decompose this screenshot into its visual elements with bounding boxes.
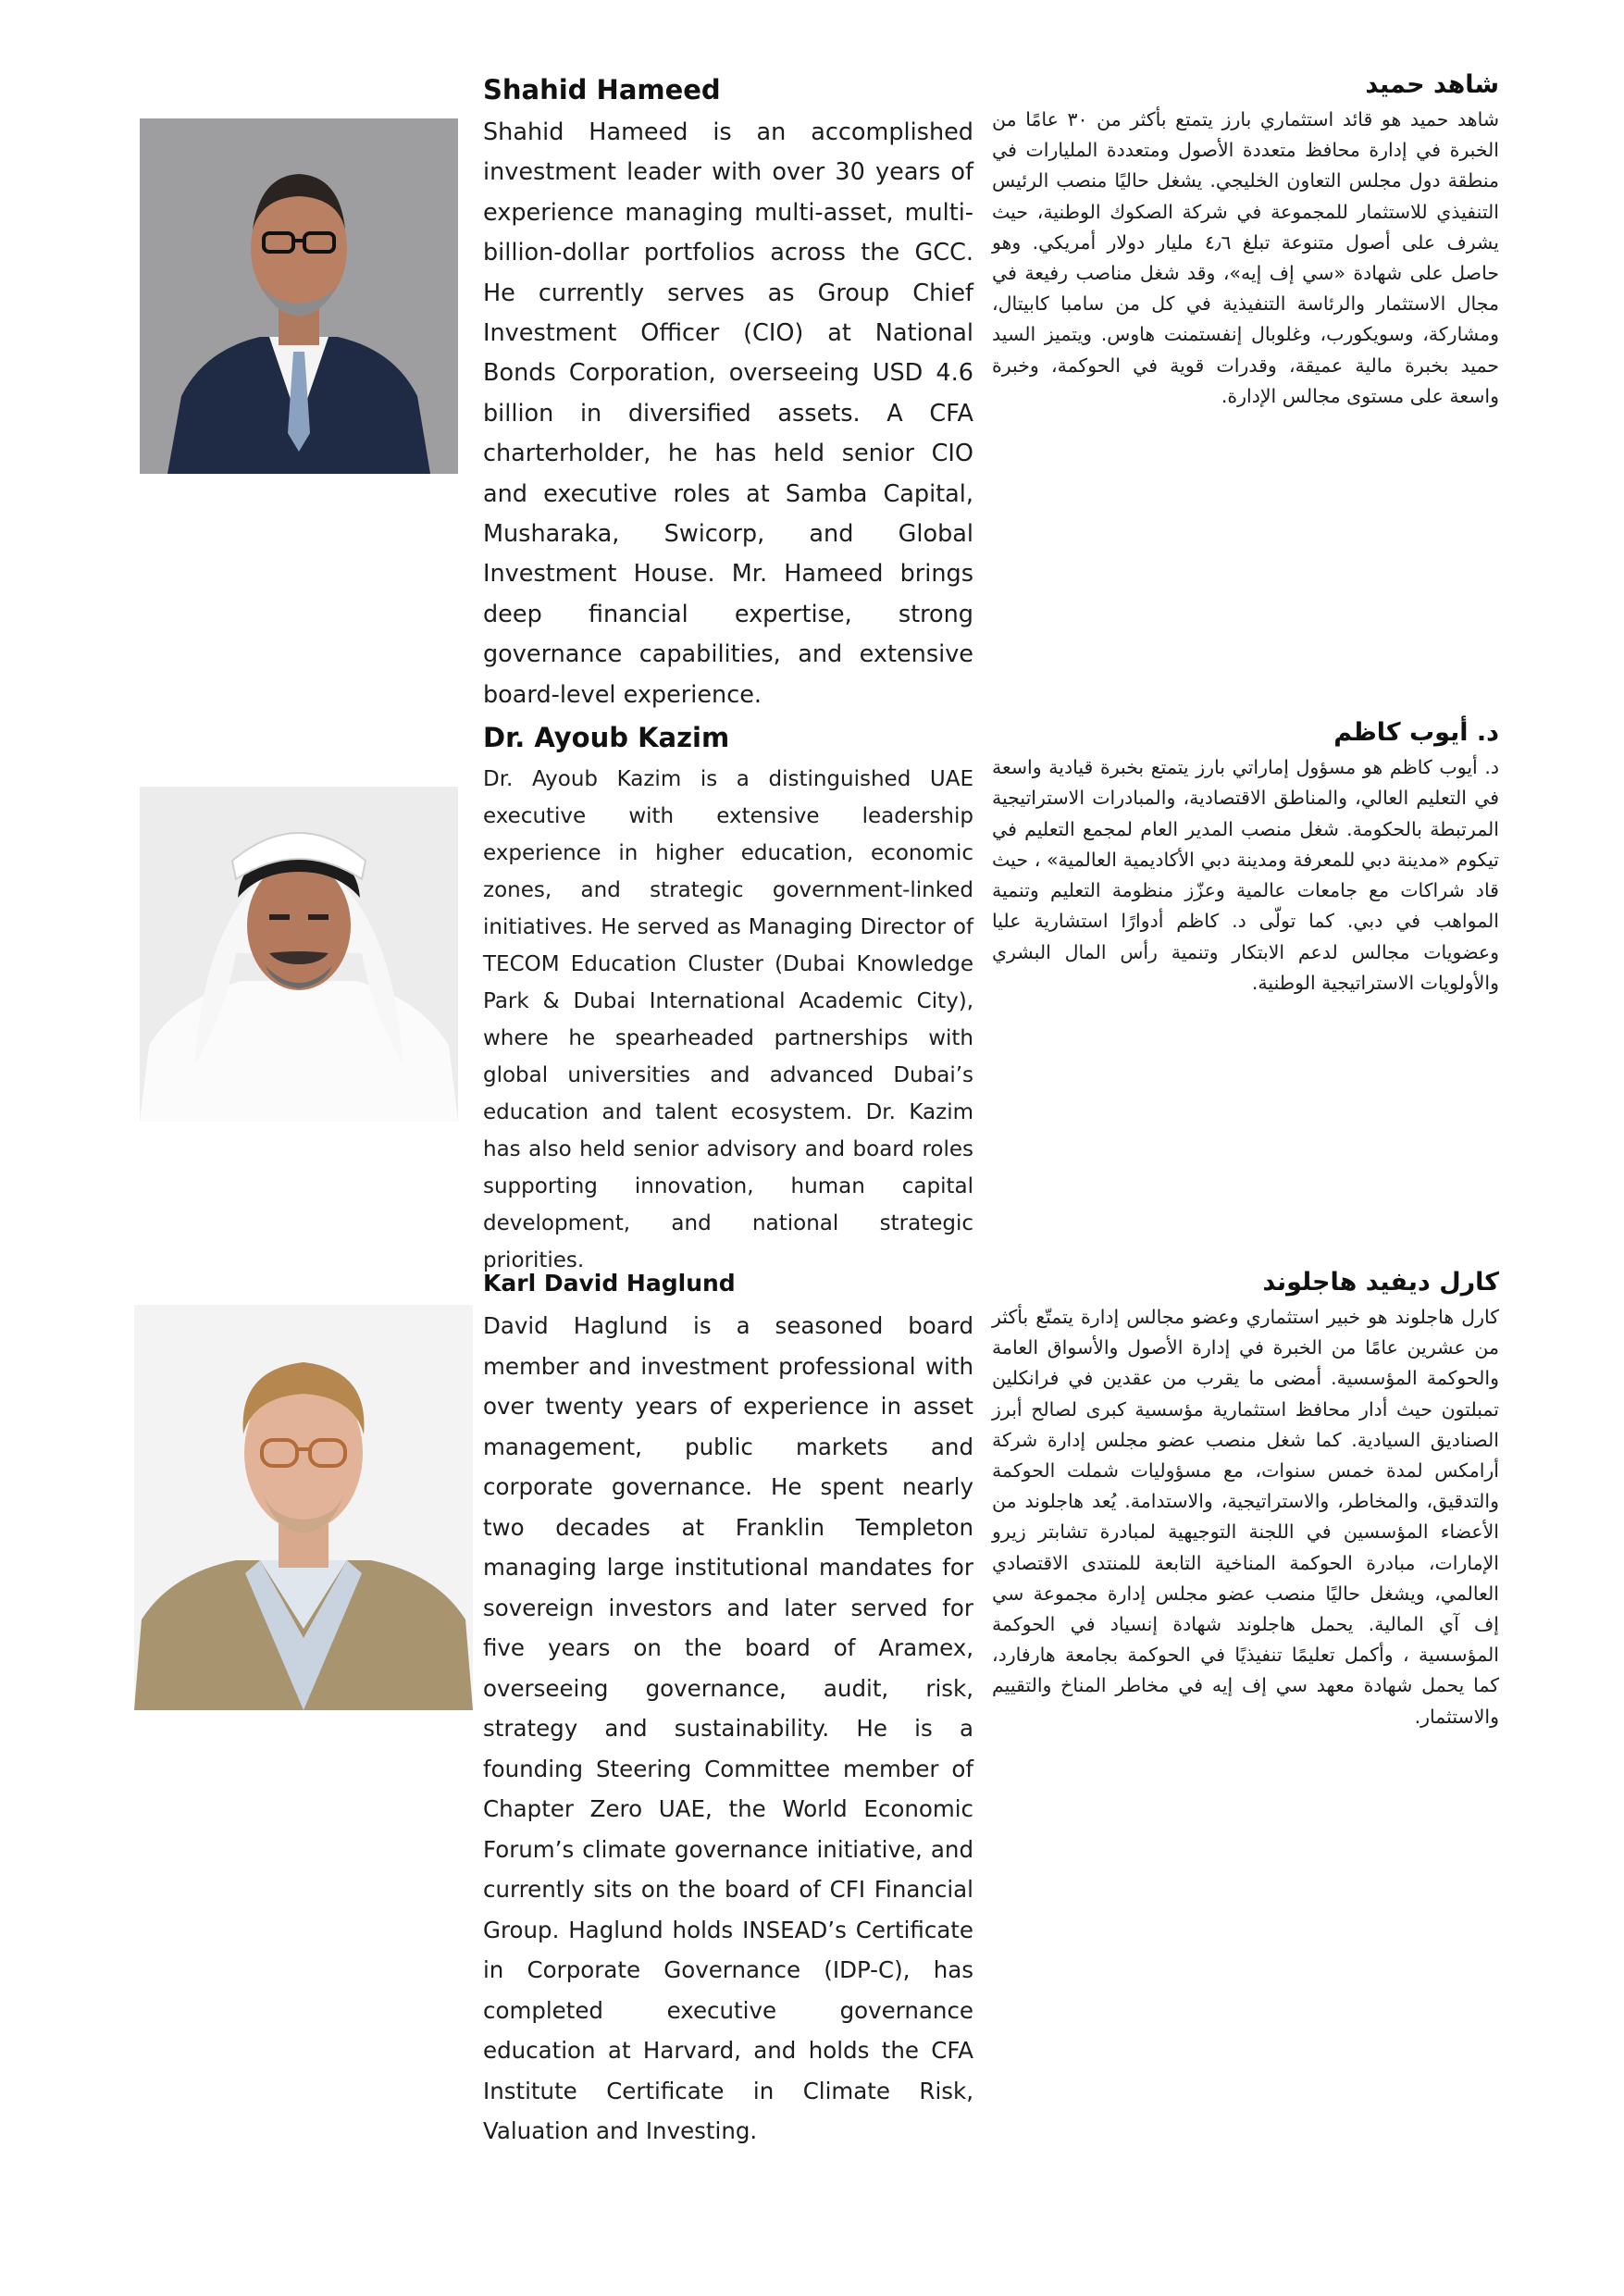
bio-arabic-text: د. أيوب كاظم هو مسؤول إماراتي بارز يتمتع بخبرة قيادية واسعة في التعليم العالي، والمناطق الاقتصادية، والمبادرات الاستراتيجية المرتبطة بالحكومة. شغل منصب المدير العام لمجمع التعليم في تيكوم «مدينة دبي للمعرفة ومدينة دبي الأكاديمية العالمية» ، حيث قاد شراكات مع جامعات عالمية وعزّز منظومة التعليم وتنمية المواهب في دبي. كما تولّى د. كاظم أدوارًا استشارية عليا وعضويات مجالس لدعم الابتكار وتنمية رأس المال البشري والأولويات الاستراتيجية الوطنية. xyxy=(992,756,1499,995)
bio-arabic xyxy=(992,1268,1499,1732)
name-english: Shahid Hameed xyxy=(483,74,721,105)
name-arabic: شاهد حميد xyxy=(1365,70,1499,99)
name-english: Karl David Haglund xyxy=(483,1270,736,1297)
name-english: Dr. Ayoub Kazim xyxy=(483,722,730,753)
bio-english xyxy=(483,74,973,715)
portrait-photo-ayoub-kazim xyxy=(140,787,458,1122)
bio-english xyxy=(483,1270,973,2152)
bio-english-text: Shahid Hameed is an accomplished investment leader with over 30 years of experience managing multi-asset, multi-billion-dollar portfolios across the GCC. He currently serves as Group Chief Investment Officer (CIO) at National Bonds Corporation, overseeing USD 4.6 billion in diversified assets. A CFA charterholder, he has held senior CIO and executive roles at Samba Capital, Musharaka, Swicorp, and Global Investment House. Mr. Hameed brings deep financial expertise, strong governance capabilities, and extensive board-level experience. xyxy=(483,118,973,709)
name-arabic: كارل ديفيد هاجلوند xyxy=(1262,1268,1499,1297)
bio-english-text: Dr. Ayoub Kazim is a distinguished UAE executive with extensive leadership experience in higher education, economic zones, and strategic government-linked initiatives. He served as Managing Director of TECOM Education Cluster (Dubai Knowledge Park & Dubai International Academic City), where he spearheaded partnerships with global universities and advanced Dubai’s education and talent ecosystem. Dr. Kazim has also held senior advisory and board roles supporting innovation, human capital development, and national strategic priorities. xyxy=(483,767,973,1272)
portrait-photo-karl-haglund xyxy=(134,1305,473,1710)
bio-arabic-text: كارل هاجلوند هو خبير استثماري وعضو مجالس إدارة يتمتّع بأكثر من عشرين عامًا من الخبرة في إدارة الأصول والأسواق العامة والحوكمة المؤسسية. أمضى ما يقرب من عقدين في فرانكلين تمبلتون حيث أدار محافظ استثمارية مؤسسية كبرى لصالح أبرز الصناديق السيادية. كما شغل منصب عضو مجلس إدارة شركة أرامكس لمدة خمس سنوات، مع مسؤوليات شملت الحوكمة والتدقيق، والمخاطر، والاستراتيجية، والاستدامة. يُعد هاجلوند من الأعضاء المؤسسين في اللجنة التوجيهية لمبادرة تشابتر زيرو الإمارات، مبادرة الحوكمة المناخية التابعة للمنتدى الاقتصادي العالمي، ويشغل حاليًا منصب عضو مجلس إدارة مجموعة سي إف آي المالية. يحمل هاجلوند شهادة إنسياد في الحوكمة المؤسسية ، وأكمل تعليمًا تنفيذيًا في الحوكمة بجامعة هارفارد، كما يحمل شهادة معهد سي إف إيه في مخاطر المناخ والتقييم والاستثمار. xyxy=(992,1306,1499,1728)
bio-arabic-text: شاهد حميد هو قائد استثماري بارز يتمتع بأكثر من ٣٠ عامًا من الخبرة في إدارة محافظ متعددة الأصول ومتعددة المليارات في منطقة دول مجلس التعاون الخليجي. يشغل حاليًا منصب الرئيس التنفيذي للاستثمار للمجموعة في شركة الصكوك الوطنية، حيث يشرف على أصول متنوعة تبلغ ٤٫٦ مليار دولار أمريكي. وهو حاصل على شهادة «سي إف إيه»، وقد شغل مناصب رفيعة في مجال الاستثمار والرئاسة التنفيذية في كل من سامبا كابيتال، ومشاركة، وسويكورب، وغلوبال إنفستمنت هاوس. ويتميز السيد حميد بخبرة مالية عميقة، وقدرات قوية في الحوكمة، وخبرة واسعة على مستوى مجالس الإدارة. xyxy=(992,108,1499,407)
bio-arabic xyxy=(992,718,1499,999)
name-arabic: د. أيوب كاظم xyxy=(1333,718,1499,747)
bio-english-text: David Haglund is a seasoned board member and investment professional with over twenty years of experience in asset management, public markets and corporate governance. He spent nearly two decades at Franklin Templeton managing large institutional mandates for sovereign investors and later served for five years on the board of Aramex, overseeing governance, audit, risk, strategy and sustainability. He is a founding Steering Committee member of Chapter Zero UAE, the World Economic Forum’s climate governance initiative, and currently sits on the board of CFI Financial Group. Haglund holds INSEAD’s Certificate in Corporate Governance (IDP-C), has completed executive governance education at Harvard, and holds the CFA Institute Certificate in Climate Risk, Valuation and Investing. xyxy=(483,1312,973,2144)
portrait-photo-shahid-hameed xyxy=(140,118,458,474)
bio-english xyxy=(483,722,973,1279)
bio-arabic xyxy=(992,70,1499,412)
